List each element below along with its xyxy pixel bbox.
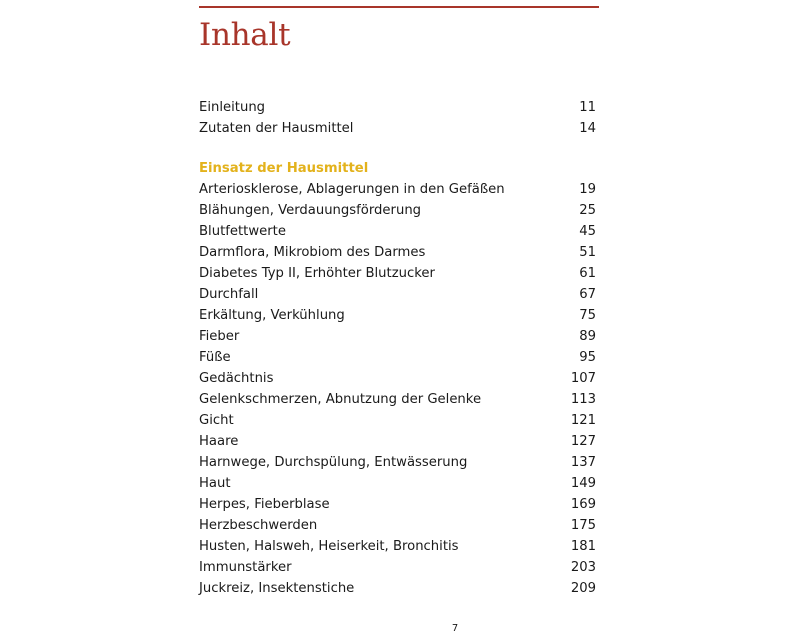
toc-entry-page-number: 45 (579, 224, 596, 239)
toc-entry (199, 118, 596, 139)
toc-entry-title: Blähungen, Verdauungsförderung (199, 203, 422, 218)
toc-entry-page-number: 61 (579, 266, 596, 281)
toc-entry-title: Haare (199, 434, 239, 449)
toc-entry-title: Blutfettwerte (199, 224, 286, 239)
toc-entry-page-number: 25 (579, 203, 596, 218)
toc-entry-page-number: 14 (579, 121, 596, 136)
toc-entry (199, 389, 596, 410)
toc-entry-title: Diabetes Typ II, Erhöhter Blutzucker (199, 266, 435, 281)
section-heading: Einsatz der Hausmittel (199, 161, 369, 176)
toc-entry-title: Erkältung, Verkühlung (199, 308, 345, 323)
toc-entry-title: Arteriosklerose, Ablagerungen in den Gefäßen (199, 182, 505, 197)
toc-entry-title: Gedächtnis (199, 371, 274, 386)
toc-entry-title: Husten, Halsweh, Heiserkeit, Bronchitis (199, 539, 459, 554)
toc-entry-page-number: 149 (570, 476, 596, 491)
toc-entry-title: Füße (199, 350, 231, 365)
toc-entry-title: Harnwege, Durchspülung, Entwässerung (199, 455, 468, 470)
toc-entry (199, 305, 596, 326)
page-number: 7 (451, 623, 459, 634)
toc-entry-page-number: 169 (570, 497, 596, 512)
toc-entry (199, 284, 596, 305)
toc-entry (199, 221, 596, 242)
toc-entry-title: Fieber (199, 329, 240, 344)
toc-entry-page-number: 89 (579, 329, 596, 344)
toc-entry-page-number: 181 (570, 539, 596, 554)
toc-entry-title: Haut (199, 476, 231, 491)
toc-entry-page-number: 95 (579, 350, 596, 365)
toc-entry-page-number: 11 (579, 100, 596, 115)
toc-entry (199, 452, 596, 473)
toc-entry-page-number: 121 (570, 413, 596, 428)
toc-entry (199, 578, 596, 599)
toc-entry (199, 473, 596, 494)
toc-entry-title: Herzbeschwerden (199, 518, 318, 533)
toc-entry-page-number: 209 (570, 581, 596, 596)
toc-entry-title: Einleitung (199, 100, 266, 115)
toc-entry-page-number: 51 (579, 245, 596, 260)
toc-entry (199, 326, 596, 347)
toc-entry-title: Gicht (199, 413, 234, 428)
toc-entry (199, 97, 596, 118)
toc-entry-page-number: 75 (579, 308, 596, 323)
toc-entry (199, 410, 596, 431)
toc-entry (199, 557, 596, 578)
toc-entry-page-number: 127 (570, 434, 596, 449)
toc-entry (199, 242, 596, 263)
toc-entry (199, 431, 596, 452)
toc-entry-page-number: 67 (579, 287, 596, 302)
toc-entry (199, 347, 596, 368)
toc-entry-page-number: 203 (570, 560, 596, 575)
toc-entry-title: Gelenkschmerzen, Abnutzung der Gelenke (199, 392, 482, 407)
top-rule (199, 6, 599, 8)
page-title: Inhalt (199, 17, 291, 53)
toc-entry (199, 515, 596, 536)
toc-entry (199, 179, 596, 200)
toc-entry-page-number: 19 (579, 182, 596, 197)
toc-entry-title: Juckreiz, Insektenstiche (199, 581, 355, 596)
toc-entry (199, 368, 596, 389)
toc-entry-title: Herpes, Fieberblase (199, 497, 330, 512)
toc-entry-title: Durchfall (199, 287, 259, 302)
toc-entry (199, 536, 596, 557)
toc-entry-title: Darmflora, Mikrobiom des Darmes (199, 245, 426, 260)
toc-entry-page-number: 107 (570, 371, 596, 386)
toc-entry (199, 263, 596, 284)
toc-entry (199, 200, 596, 221)
toc-entry-title: Zutaten der Hausmittel (199, 121, 354, 136)
toc-entry (199, 494, 596, 515)
toc-entry-page-number: 175 (570, 518, 596, 533)
toc-entry-page-number: 113 (570, 392, 596, 407)
toc-entry-page-number: 137 (570, 455, 596, 470)
toc-entry-title: Immunstärker (199, 560, 292, 575)
